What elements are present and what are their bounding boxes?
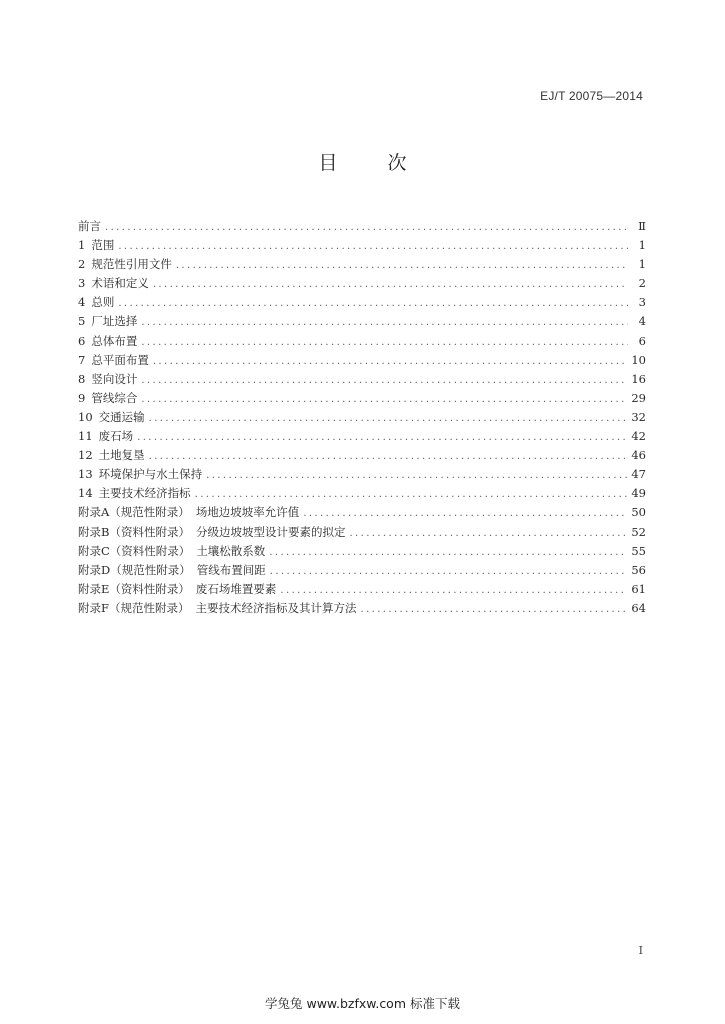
toc-entry-9[interactable] bbox=[78, 389, 646, 408]
toc-entry-12[interactable] bbox=[78, 446, 646, 465]
toc-entry-7[interactable] bbox=[78, 351, 646, 370]
toc-entry-page: 46 bbox=[631, 448, 646, 463]
toc-entry-label: 5 厂址选择 bbox=[78, 314, 138, 329]
toc-entry-appendix-f[interactable] bbox=[78, 599, 646, 618]
toc-entry-label: 附录D（规范性附录） 管线布置间距 bbox=[78, 562, 266, 577]
toc-entry-label: 附录B（资料性附录） 分级边坡坡型设计要素的拟定 bbox=[78, 524, 346, 539]
toc-leader-dots bbox=[141, 333, 628, 352]
toc-entry-page: 10 bbox=[631, 352, 646, 367]
toc-entry-page: 61 bbox=[631, 581, 646, 596]
toc-entry-appendix-b[interactable] bbox=[78, 523, 646, 542]
toc-entry-11[interactable] bbox=[78, 427, 646, 446]
toc-entry-appendix-d[interactable] bbox=[78, 561, 646, 580]
toc-leader-dots bbox=[270, 562, 628, 581]
table-of-contents bbox=[78, 217, 646, 618]
toc-entry-label: 1 范围 bbox=[78, 238, 115, 253]
toc-entry-6[interactable] bbox=[78, 332, 646, 351]
toc-entry-page: 1 bbox=[638, 238, 646, 253]
toc-entry-appendix-e[interactable] bbox=[78, 580, 646, 599]
toc-leader-dots bbox=[149, 409, 628, 428]
toc-entry-8[interactable] bbox=[78, 370, 646, 389]
toc-entry-label: 13 环境保护与水土保持 bbox=[78, 467, 203, 482]
toc-entry-label: 附录F（规范性附录） 主要技术经济指标及其计算方法 bbox=[78, 600, 357, 615]
toc-entry-page: 6 bbox=[638, 333, 646, 348]
toc-leader-dots bbox=[149, 447, 628, 466]
toc-entry-page: 50 bbox=[631, 505, 646, 520]
toc-entry-3[interactable] bbox=[78, 274, 646, 293]
toc-entry-label: 附录A（规范性附录） 场地边坡坡率允许值 bbox=[78, 505, 300, 520]
standard-number: EJ/T 20075—2014 bbox=[540, 89, 643, 103]
toc-leader-dots bbox=[195, 485, 628, 504]
toc-leader-dots bbox=[153, 352, 628, 371]
toc-leader-dots bbox=[176, 256, 628, 275]
toc-entry-page: 55 bbox=[631, 543, 646, 558]
toc-entry-page: 56 bbox=[631, 562, 646, 577]
toc-entry-label: 12 土地复垦 bbox=[78, 448, 145, 463]
toc-entry-5[interactable] bbox=[78, 312, 646, 331]
toc-entry-page: 49 bbox=[631, 486, 646, 501]
toc-entry-13[interactable] bbox=[78, 465, 646, 484]
toc-entry-foreword[interactable] bbox=[78, 217, 646, 236]
toc-entry-label: 8 竖向设计 bbox=[78, 371, 138, 386]
toc-entry-page: 64 bbox=[631, 600, 646, 615]
toc-leader-dots bbox=[349, 524, 627, 543]
toc-entry-page: 3 bbox=[638, 295, 646, 310]
toc-entry-4[interactable] bbox=[78, 293, 646, 312]
toc-entry-appendix-c[interactable] bbox=[78, 542, 646, 561]
page-number: I bbox=[638, 944, 643, 957]
toc-leader-dots bbox=[118, 294, 628, 313]
toc-entry-appendix-a[interactable] bbox=[78, 503, 646, 522]
toc-entry-page: 16 bbox=[631, 371, 646, 386]
toc-leader-dots bbox=[105, 218, 628, 237]
toc-leader-dots bbox=[303, 504, 627, 523]
toc-entry-page: 47 bbox=[631, 467, 646, 482]
toc-entry-label: 2 规范性引用文件 bbox=[78, 257, 172, 272]
toc-entry-page: 2 bbox=[638, 276, 646, 291]
toc-entry-label: 附录C（资料性附录） 土壤松散系数 bbox=[78, 543, 266, 558]
toc-entry-label: 9 管线综合 bbox=[78, 390, 138, 405]
toc-entry-label: 14 主要技术经济指标 bbox=[78, 486, 191, 501]
toc-title: 目 次 bbox=[318, 152, 429, 174]
toc-leader-dots bbox=[153, 275, 628, 294]
toc-leader-dots bbox=[141, 371, 627, 390]
toc-entry-2[interactable] bbox=[78, 255, 646, 274]
toc-entry-label: 3 术语和定义 bbox=[78, 276, 149, 291]
toc-entry-label: 6 总体布置 bbox=[78, 333, 138, 348]
toc-leader-dots bbox=[280, 581, 627, 600]
toc-entry-page: Ⅱ bbox=[638, 219, 646, 233]
toc-leader-dots bbox=[118, 237, 628, 256]
toc-entry-label: 11 废石场 bbox=[78, 429, 134, 444]
toc-entry-label: 7 总平面布置 bbox=[78, 352, 149, 367]
toc-entry-1[interactable] bbox=[78, 236, 646, 255]
toc-entry-10[interactable] bbox=[78, 408, 646, 427]
toc-leader-dots bbox=[141, 313, 628, 332]
toc-leader-dots bbox=[141, 390, 627, 409]
toc-leader-dots bbox=[269, 543, 627, 562]
toc-entry-page: 29 bbox=[631, 390, 646, 405]
source-watermark: 学兔兔 www.bzfxw.com 标准下载 bbox=[265, 996, 460, 1011]
toc-leader-dots bbox=[360, 600, 627, 619]
toc-entry-label: 10 交通运输 bbox=[78, 409, 145, 424]
toc-entry-page: 32 bbox=[631, 409, 646, 424]
toc-entry-14[interactable] bbox=[78, 484, 646, 503]
toc-entry-label: 附录E（资料性附录） 废石场堆置要素 bbox=[78, 581, 277, 596]
toc-entry-label: 4 总则 bbox=[78, 295, 115, 310]
toc-entry-label: 前言 bbox=[78, 219, 101, 233]
toc-entry-page: 1 bbox=[638, 257, 646, 272]
toc-entry-page: 4 bbox=[638, 314, 646, 329]
toc-leader-dots bbox=[137, 428, 627, 447]
toc-leader-dots bbox=[206, 466, 627, 485]
toc-entry-page: 52 bbox=[631, 524, 646, 539]
toc-entry-page: 42 bbox=[631, 429, 646, 444]
